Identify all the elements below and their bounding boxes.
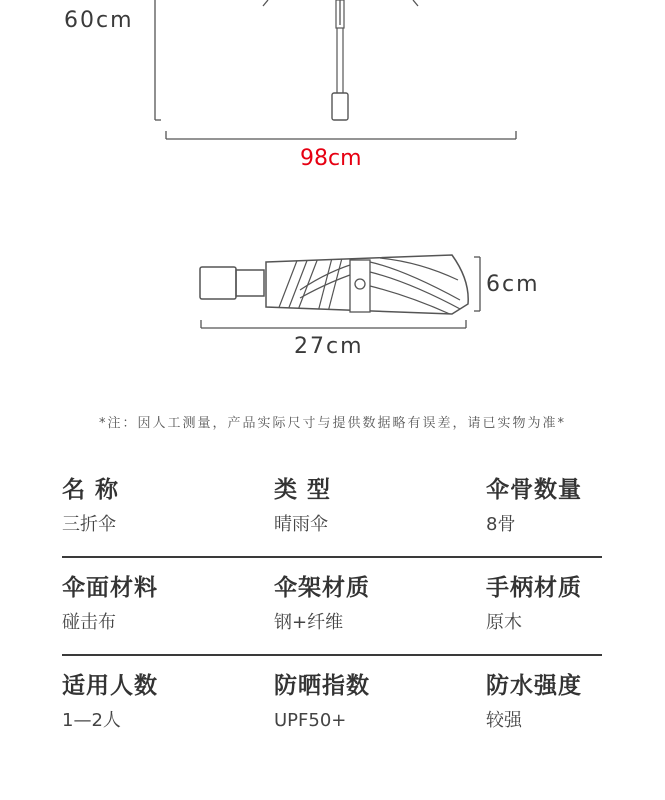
spec-cell-handle-material bbox=[486, 568, 602, 656]
spec-cell-uv-index bbox=[274, 666, 486, 754]
spec-value: UPF50+ bbox=[274, 710, 347, 731]
spec-value: 碰击布 bbox=[62, 612, 116, 633]
measurement-note: *注：因人工测量，产品实际尺寸与提供数据略有误差，请已实物为准* bbox=[98, 416, 566, 431]
spec-label: 名 称 bbox=[62, 477, 120, 503]
spec-value: 较强 bbox=[486, 710, 522, 731]
spec-cell-canopy-material bbox=[62, 568, 274, 656]
spec-cell-frame-material bbox=[274, 568, 486, 656]
spec-cell-type bbox=[274, 470, 486, 558]
diameter-dimension-label: 6cm bbox=[486, 272, 540, 297]
spec-cell-waterproof bbox=[486, 666, 602, 754]
spec-label: 伞架材质 bbox=[274, 575, 370, 601]
spec-label: 防晒指数 bbox=[274, 673, 370, 699]
length-dimension-label: 27cm bbox=[294, 334, 364, 359]
spec-cell-rib-count bbox=[486, 470, 602, 558]
spec-label: 伞面材料 bbox=[62, 575, 158, 601]
spec-row bbox=[62, 568, 602, 656]
spec-label: 类 型 bbox=[274, 477, 332, 503]
spec-label: 适用人数 bbox=[62, 673, 158, 699]
spec-label: 防水强度 bbox=[486, 673, 582, 699]
folded-umbrella-diagram bbox=[0, 240, 665, 370]
spec-row bbox=[62, 666, 602, 754]
spec-cell-name bbox=[62, 470, 274, 558]
spec-label: 手柄材质 bbox=[486, 575, 582, 601]
spec-value: 8骨 bbox=[486, 514, 516, 535]
spec-value: 三折伞 bbox=[62, 514, 116, 535]
spec-cell-capacity bbox=[62, 666, 274, 754]
spec-table bbox=[62, 470, 602, 754]
spec-value: 1—2人 bbox=[62, 710, 121, 731]
spec-label: 伞骨数量 bbox=[486, 477, 582, 503]
open-umbrella-diagram bbox=[0, 0, 665, 200]
spec-value: 钢+纤维 bbox=[274, 612, 344, 633]
spec-value: 晴雨伞 bbox=[274, 514, 328, 535]
spec-value: 原木 bbox=[486, 612, 522, 633]
height-dimension-label: 60cm bbox=[64, 8, 134, 33]
spec-row bbox=[62, 470, 602, 558]
width-dimension-label: 98cm bbox=[300, 146, 362, 171]
